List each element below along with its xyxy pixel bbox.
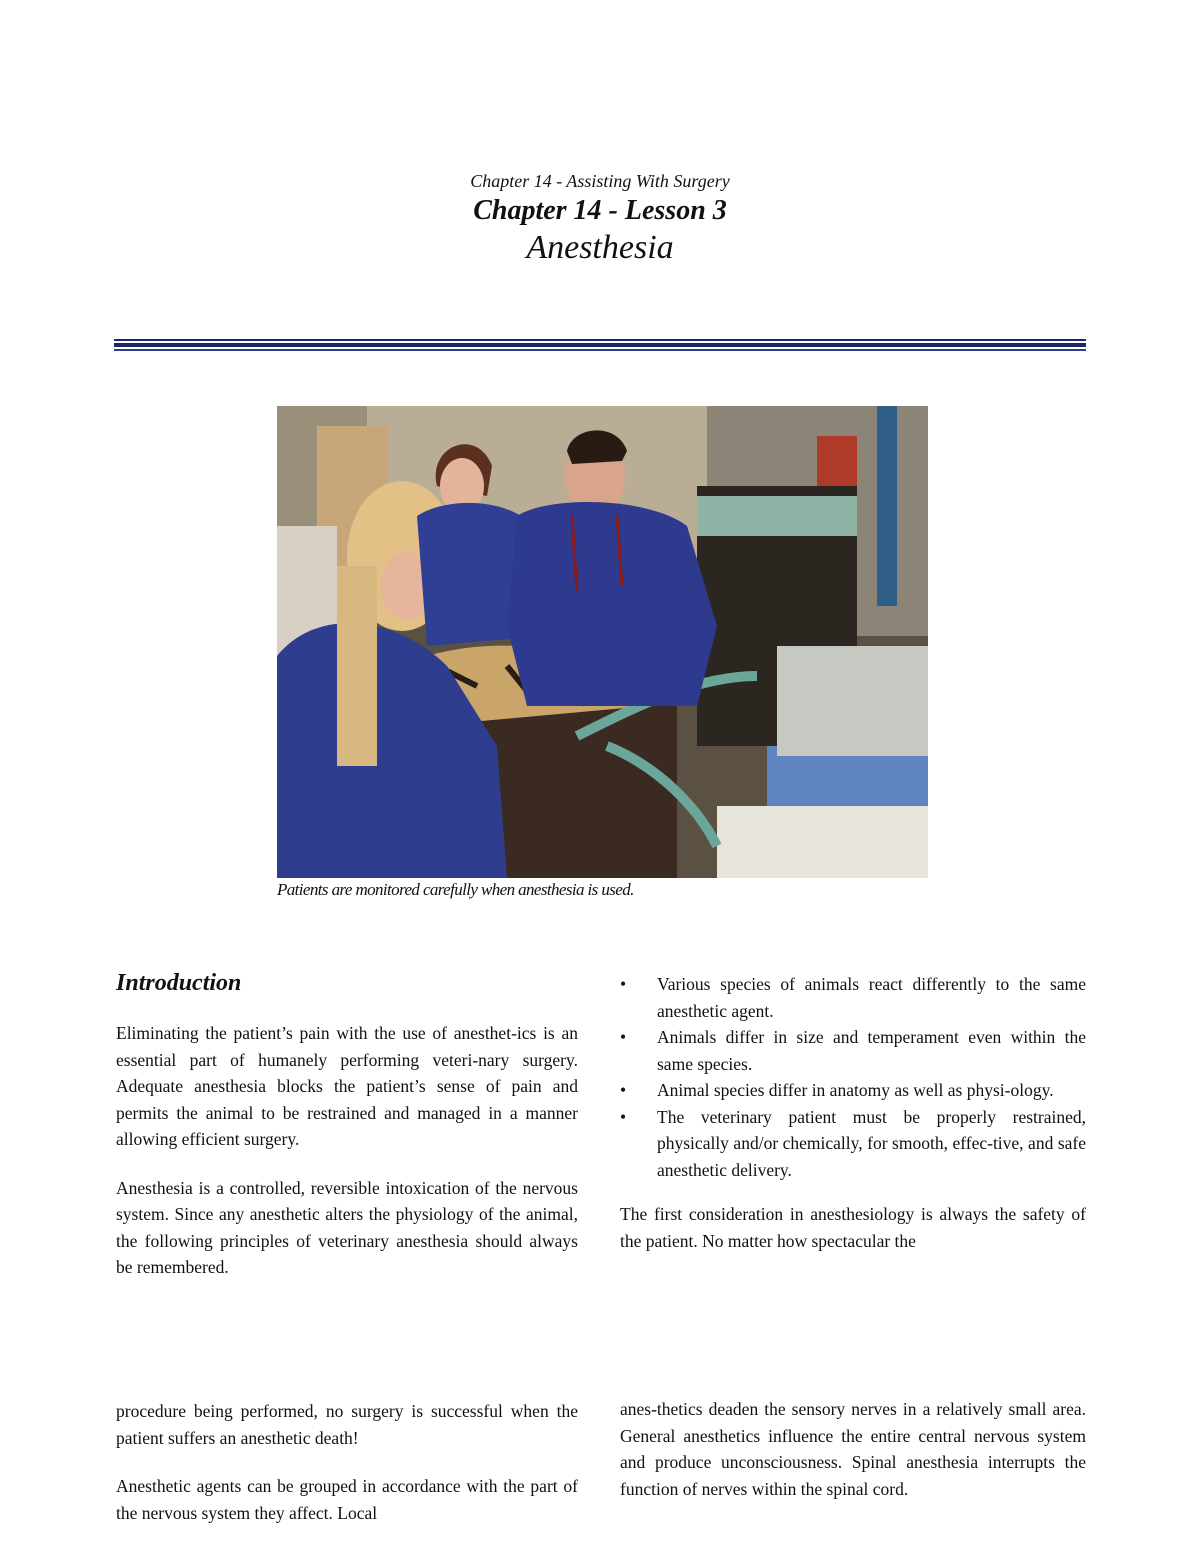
- section-heading-introduction: Introduction: [116, 970, 242, 996]
- continuation-paragraph: procedure being performed, no surgery is successful when the patient suffers an anesthetic death!: [116, 1401, 578, 1448]
- list-item: [620, 1024, 1086, 1077]
- divider-line-top: [114, 339, 1086, 341]
- principles-list: [620, 971, 1086, 1183]
- photo-caption: Patients are monitored carefully when anesthesia is used.: [277, 880, 634, 899]
- introduction-column: [116, 968, 578, 1303]
- bullet-icon: •: [620, 974, 627, 994]
- lesson-title: Chapter 14 - Lesson 3: [473, 195, 727, 226]
- list-item: [620, 1104, 1086, 1184]
- intro-paragraph: Anesthesia is a controlled, reversible intoxication of the nervous system. Since any anesthetic alters the physiology of the animal, the following principles of veterinary anesthesia should always be remembered.: [116, 1177, 578, 1277]
- divider-line-thick: [114, 343, 1086, 347]
- title-divider: [114, 339, 1086, 351]
- bullet-icon: •: [620, 1027, 627, 1047]
- continuation-right-column: [620, 1396, 1086, 1502]
- continuation-paragraph: Anesthetic agents can be grouped in accordance with the part of the nervous system they affect. Local: [116, 1476, 578, 1523]
- divider-line-bottom: [114, 349, 1086, 351]
- list-item-text: The veterinary patient must be properly restrained, physically and/or chemically, for smooth, effec-tive, and safe anesthetic delivery.: [657, 1106, 1086, 1180]
- topic-title: Anesthesia: [526, 229, 674, 266]
- intro-paragraph: Eliminating the patient’s pain with the use of anesthet-ics is an essential part of humanely performing veteri-nary surgery. Adequate anesthesia blocks the patient’s sense of pain and permits the animal to be restrained and managed in a manner allowing efficient surgery.: [116, 1023, 578, 1149]
- list-item-text: Animal species differ in anatomy as well as physi-ology.: [657, 1080, 1054, 1100]
- bullet-icon: •: [620, 1106, 627, 1127]
- running-head: Chapter 14 - Assisting With Surgery: [470, 171, 730, 191]
- list-item-text: Various species of animals react differently to the same anesthetic agent.: [657, 974, 1086, 1021]
- principles-column: [620, 971, 1086, 1254]
- surgery-photo: [277, 406, 928, 878]
- chapter-header: [0, 168, 1200, 268]
- safety-paragraph: The first consideration in anesthesiology is always the safety of the patient. No matter how spectacular the: [620, 1204, 1086, 1251]
- list-item: [620, 1077, 1086, 1104]
- continuation-paragraph: anes-thetics deaden the sensory nerves in a relatively small area. General anesthetics influence the entire central nervous system and produce unconsciousness. Spinal anesthesia interrupts the function of nerves within the spinal cord.: [620, 1399, 1086, 1499]
- list-item: [620, 971, 1086, 1024]
- continuation-left-column: [116, 1398, 578, 1526]
- bullet-icon: •: [620, 1080, 627, 1100]
- list-item-text: Animals differ in size and temperament even within the same species.: [657, 1027, 1086, 1074]
